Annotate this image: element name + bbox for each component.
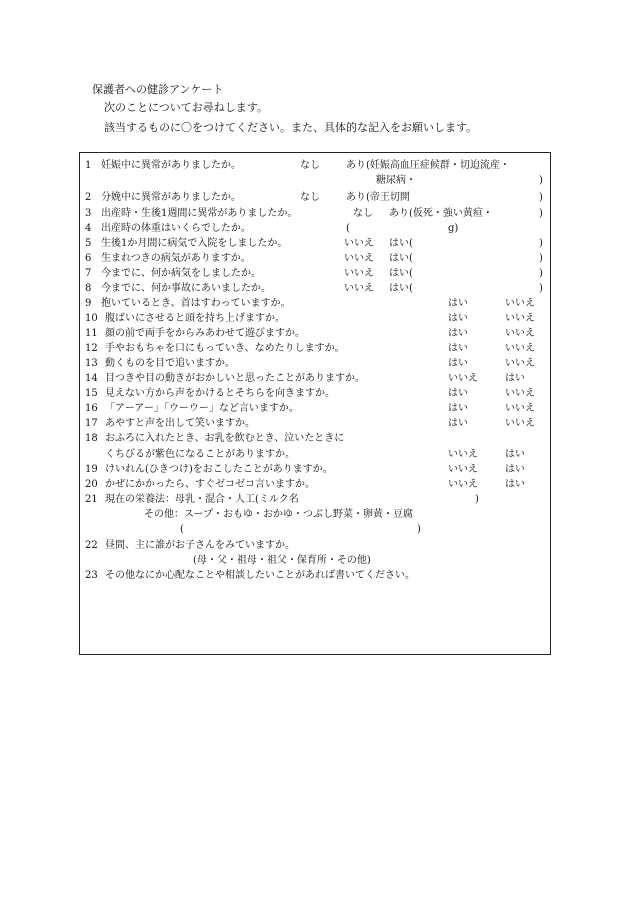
option-no[interactable]: いいえ bbox=[344, 283, 374, 294]
question-number: 10 bbox=[85, 313, 98, 324]
question-number: 5 bbox=[85, 238, 92, 249]
other-foods-options[interactable]: その他：スープ・おもゆ・おかゆ・つぶし野菜・卵黄・豆腐 bbox=[144, 509, 413, 520]
option-first[interactable]: いいえ bbox=[448, 373, 478, 384]
question-text: 「アーアー」「ウーウー」など言いますか。 bbox=[105, 403, 299, 414]
option-second[interactable]: いいえ bbox=[505, 313, 535, 324]
question-number: 21 bbox=[85, 494, 98, 505]
option-first[interactable]: いいえ bbox=[448, 464, 478, 475]
question-number: 3 bbox=[85, 208, 92, 219]
question-number: 14 bbox=[85, 373, 98, 384]
question-number: 23 bbox=[85, 570, 98, 581]
option-first[interactable]: はい bbox=[448, 388, 468, 399]
option-first[interactable]: はい bbox=[448, 313, 468, 324]
close-paren: ) bbox=[539, 238, 543, 249]
question-number: 17 bbox=[85, 418, 98, 429]
option-second[interactable]: いいえ bbox=[505, 418, 535, 429]
question-text: 妊娠中に異常がありましたか。 bbox=[101, 160, 241, 171]
question-number: 13 bbox=[85, 358, 98, 369]
question-text[interactable]: 現在の栄養法：母乳・混合・人工(ミルク名 bbox=[105, 494, 299, 505]
option-yes-detail[interactable]: あり(妊娠高血圧症候群・切迫流産・ bbox=[346, 160, 510, 171]
question-text: 生後1か月間に病気で入院をしましたか。 bbox=[101, 238, 288, 249]
close-paren: ) bbox=[539, 192, 543, 203]
question-text: あやすと声を出して笑いますか。 bbox=[105, 418, 255, 429]
close-paren: ) bbox=[539, 283, 543, 294]
question-text: 目つきや目の動きがおかしいと思ったことがありますか。 bbox=[105, 373, 365, 384]
option-yes-detail[interactable]: はい( bbox=[389, 268, 413, 279]
option-first[interactable]: はい bbox=[448, 418, 468, 429]
option-second[interactable]: いいえ bbox=[505, 298, 535, 309]
question-number: 6 bbox=[85, 253, 92, 264]
option-first[interactable]: はい bbox=[448, 358, 468, 369]
option-second[interactable]: はい bbox=[505, 464, 525, 475]
question-text: おふろに入れたとき、お乳を飲むとき、泣いたときに bbox=[105, 433, 345, 444]
option-first[interactable]: はい bbox=[448, 343, 468, 354]
question-text: 分娩中に異常がありましたか。 bbox=[101, 192, 241, 203]
caregiver-options[interactable]: (母・父・祖母・祖父・保育所・その他) bbox=[193, 555, 371, 566]
question-text: その他なにか心配なことや相談したいことがあれば書いてください。 bbox=[105, 570, 415, 581]
question-number: 20 bbox=[85, 479, 98, 490]
option-first[interactable]: いいえ bbox=[448, 449, 478, 460]
question-number: 7 bbox=[85, 268, 92, 279]
question-text: 出産時の体重はいくらでしたか。 bbox=[101, 223, 251, 234]
option-second[interactable]: いいえ bbox=[505, 343, 535, 354]
question-text: かぜにかかったら、すぐゼコゼコ言いますか。 bbox=[105, 479, 315, 490]
option-yes-detail[interactable]: はい( bbox=[389, 238, 413, 249]
question-number: 1 bbox=[85, 160, 92, 171]
question-number: 8 bbox=[85, 283, 92, 294]
option-first[interactable]: はい bbox=[448, 328, 468, 339]
question-text-cont: くちびるが紫色になることがありますか。 bbox=[105, 449, 295, 460]
option-second[interactable]: はい bbox=[505, 479, 525, 490]
option-second[interactable]: はい bbox=[505, 373, 525, 384]
question-number: 15 bbox=[85, 388, 98, 399]
close-paren: ) bbox=[539, 268, 543, 279]
close-paren: ) bbox=[539, 253, 543, 264]
question-text: 手やおもちゃを口にもっていき、なめたりしますか。 bbox=[105, 343, 345, 354]
question-text: 抱いているとき、首はすわっていますか。 bbox=[101, 298, 291, 309]
option-first[interactable]: いいえ bbox=[448, 479, 478, 490]
question-number: 2 bbox=[85, 192, 92, 203]
option-first[interactable]: はい bbox=[448, 298, 468, 309]
option-second[interactable]: いいえ bbox=[505, 328, 535, 339]
close-paren: ) bbox=[475, 494, 479, 505]
option-second[interactable]: はい bbox=[505, 449, 525, 460]
close-paren: ) bbox=[539, 208, 543, 219]
option-none[interactable]: なし bbox=[300, 192, 320, 203]
option-no[interactable]: いいえ bbox=[344, 238, 374, 249]
close-paren: ) bbox=[539, 175, 543, 186]
question-text: 顔の前で両手をからみあわせて遊びますか。 bbox=[105, 328, 305, 339]
question-number: 19 bbox=[85, 464, 98, 475]
question-number: 11 bbox=[85, 328, 98, 339]
question-text: 見えない方から声をかけるとそちらを向きますか。 bbox=[105, 388, 335, 399]
question-text: けいれん(ひきつけ)をおこしたことがありますか。 bbox=[105, 464, 333, 475]
question-number: 18 bbox=[85, 433, 98, 444]
question-text: 出産時・生後1週間に異常がありましたか。 bbox=[101, 208, 298, 219]
question-number: 22 bbox=[85, 540, 98, 551]
option-yes-detail[interactable]: はい( bbox=[389, 283, 413, 294]
instruction-line-1: 次のことについてお尋ねします。 bbox=[104, 101, 268, 114]
question-text: 昼間、主に誰がお子さんをみていますか。 bbox=[105, 540, 295, 551]
option-yes-detail[interactable]: あり(帝王切開 bbox=[346, 192, 410, 203]
question-number: 16 bbox=[85, 403, 98, 414]
option-second[interactable]: いいえ bbox=[505, 403, 535, 414]
option-no[interactable]: いいえ bbox=[344, 268, 374, 279]
question-text: 腹ばいにさせると頭を持ち上げますか。 bbox=[105, 313, 285, 324]
option-second[interactable]: いいえ bbox=[505, 388, 535, 399]
question-number: 12 bbox=[85, 343, 98, 354]
option-yes-detail-cont[interactable]: 糖尿病・ bbox=[376, 175, 416, 186]
option-first[interactable]: はい bbox=[448, 403, 468, 414]
question-text: 今までに、何か事故にあいましたか。 bbox=[101, 283, 271, 294]
option-none[interactable]: なし bbox=[300, 160, 320, 171]
question-number: 4 bbox=[85, 223, 92, 234]
question-text: 生まれつきの病気がありますか。 bbox=[101, 253, 251, 264]
instruction-line-2: 該当するものに〇をつけてください。また、具体的な記入をお願いします。 bbox=[104, 121, 478, 134]
other-detail-open-paren[interactable]: ( bbox=[180, 524, 184, 535]
option-yes-detail[interactable]: あり(仮死・強い黄疸・ bbox=[389, 208, 493, 219]
free-text-area[interactable] bbox=[85, 586, 545, 650]
question-text: 動くものを目で追いますか。 bbox=[105, 358, 235, 369]
question-number: 9 bbox=[85, 298, 92, 309]
weight-unit: g) bbox=[448, 223, 459, 234]
question-text: 今までに、何か病気をしましたか。 bbox=[101, 268, 261, 279]
option-none[interactable]: なし bbox=[353, 208, 373, 219]
page-title: 保護者への健診アンケート bbox=[92, 83, 224, 96]
option-no[interactable]: いいえ bbox=[344, 253, 374, 264]
option-yes-detail[interactable]: はい( bbox=[389, 253, 413, 264]
option-second[interactable]: いいえ bbox=[505, 358, 535, 369]
weight-open-paren[interactable]: ( bbox=[346, 223, 350, 234]
other-detail-close-paren: ) bbox=[417, 524, 421, 535]
